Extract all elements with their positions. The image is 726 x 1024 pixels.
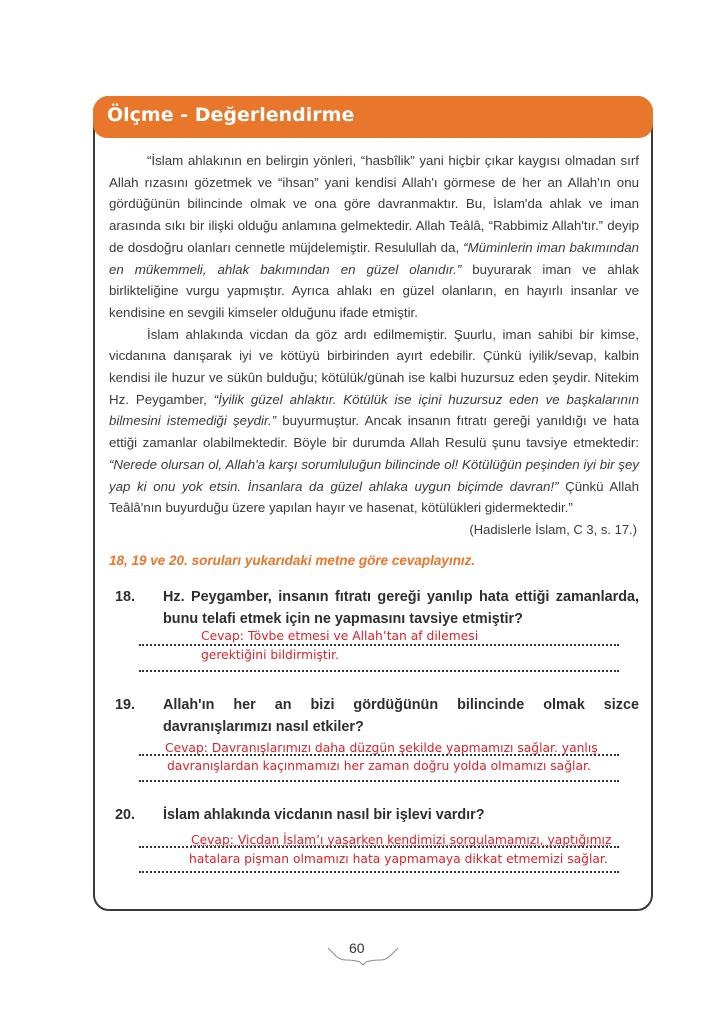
paragraph-2: İslam ahlakında vicdan da göz ardı edilmemiştir. Şuurlu, iman sahibi bir kimse, vicdanına danışarak iyi ve kötüyü birbirinden ayırt edebilir. Çünkü iyilik/sevap, kalbin kendisi ile huzur ve sükûn bulduğu; kötülük/günah ise kalbi huzursuz eden şeydir. Nitekim Hz. Peygamber, “İyilik güzel ahlaktır. Kötülük ise içini huzursuz eden ve başkalarının bilmesini istemediği şeydir.” buyurmuştur. Ancak insanın fıtratı gereği yanıldığı ve hata ettiği zamanlar olabilmektedir. Böyle bir durumda Allah Resulü şunu tavsiye etmektedir: “Nerede olursan ol, Allah'a karşı sorumluluğun bilincinde ol! Kötülüğün peşinden iyi bir şey yap ki onu yok etsin. İnsanlara da güzel ahlaka uygun biçimde davran!” Çünkü Allah Teâlâ'nın buyurduğu üzere yapılan hayır ve hasenat, kötülükleri gidermektedir.” xyxy=(109,326,640,516)
answer-20-line-1: Cevap: Vicdan İslam’ı yaşarken kendimizi sorgulamamızı, yaptığımız xyxy=(191,833,612,847)
instruction-text: 18, 19 ve 20. soruları yukarıdaki metne göre cevaplayınız. xyxy=(109,553,476,568)
source-citation: (Hadislerle İslam, C 3, s. 17.) xyxy=(469,521,637,537)
question-19: 19. Allah'ın her an bizi gördüğünün bilincinde olmak sizce davranışlarımızı nasıl etkiler? xyxy=(115,697,639,735)
answer-18-line-2: gerektiğini bildirmiştir. xyxy=(201,648,339,662)
answer-19-line-2: davranışlardan kaçınmamızı her zaman doğru yolda olmamızı sağlar. xyxy=(167,759,591,773)
hadith-quote: “Müminlerin iman bakımından en mükemmeli, ahlak bakımından en güzel olanıdır.” xyxy=(109,239,639,277)
answer-line[interactable] xyxy=(139,846,619,848)
answer-line[interactable] xyxy=(139,754,619,756)
answer-18-line-1: Cevap: Tövbe etmesi ve Allah’tan af dilemesi xyxy=(201,629,479,643)
question-20: 20. İslam ahlakında vicdanın nasıl bir işlevi vardır? xyxy=(115,807,485,823)
reading-passage xyxy=(109,150,639,541)
answer-19-line-1: Cevap: Davranışlarımızı daha düzgün şekilde yapmamızı sağlar. yanlış xyxy=(165,741,598,755)
answer-20-line-2: hatalara pişman olmamızı hata yapmamaya dikkat etmemizi sağlar. xyxy=(189,852,608,866)
section-header xyxy=(93,96,653,138)
hadith-quote: “İyilik güzel ahlaktır. Kötülük ise içini huzursuz eden ve başkalarının bilmesini istemediği şeydir.” xyxy=(109,391,639,429)
answer-line[interactable] xyxy=(139,871,619,873)
section-title: Ölçme - Değerlendirme xyxy=(107,104,355,126)
page-number: 60 xyxy=(349,940,365,956)
question-18: 18. Hz. Peygamber, insanın fıtratı gereği yanılıp hata ettiği zamanlarda, bunu telafi etmek için ne yapmasını tavsiye etmiştir? xyxy=(115,589,639,627)
paragraph-1: “İslam ahlakının en belirgin yönleri, “hasbîlik” yani hiçbir çıkar kaygısı olmadan sırf Allah rızasını gözetmek ve “ihsan” yani kendisi Allah'ı görmese de her an Allah'ın onu gördüğünün bilincinde olmak ve ona göre davranmaktır. Bu, İslam'da ahlak ve iman arasında sıkı bir ilişki olduğu anlamına gelmektedir. Allah Teâlâ, “Rabbimiz Allah'tır.” deyip de dosdoğru olanları cennetle müjdelemiştir. Resulullah da, “Müminlerin iman bakımından en mükemmeli, ahlak bakımından en güzel olanıdır.” buyurarak iman ve ahlak birlikteliğine vurgu yapmıştır. Ayrıca ahlakı en güzel olanların, en hayırlı insanlar ve kendisine en sevgili kimseler olduğunu ifade etmiştir. xyxy=(109,153,640,320)
answer-line[interactable] xyxy=(139,670,619,672)
hadith-quote: “Nerede olursan ol, Allah'a karşı sorumluluğun bilincinde ol! Kötülüğün peşinden iyi bir şey yap ki onu yok etsin. İnsanlara da güzel ahlaka uygun biçimde davran!” xyxy=(109,456,639,494)
assessment-box xyxy=(93,96,653,911)
answer-line[interactable] xyxy=(139,780,619,782)
